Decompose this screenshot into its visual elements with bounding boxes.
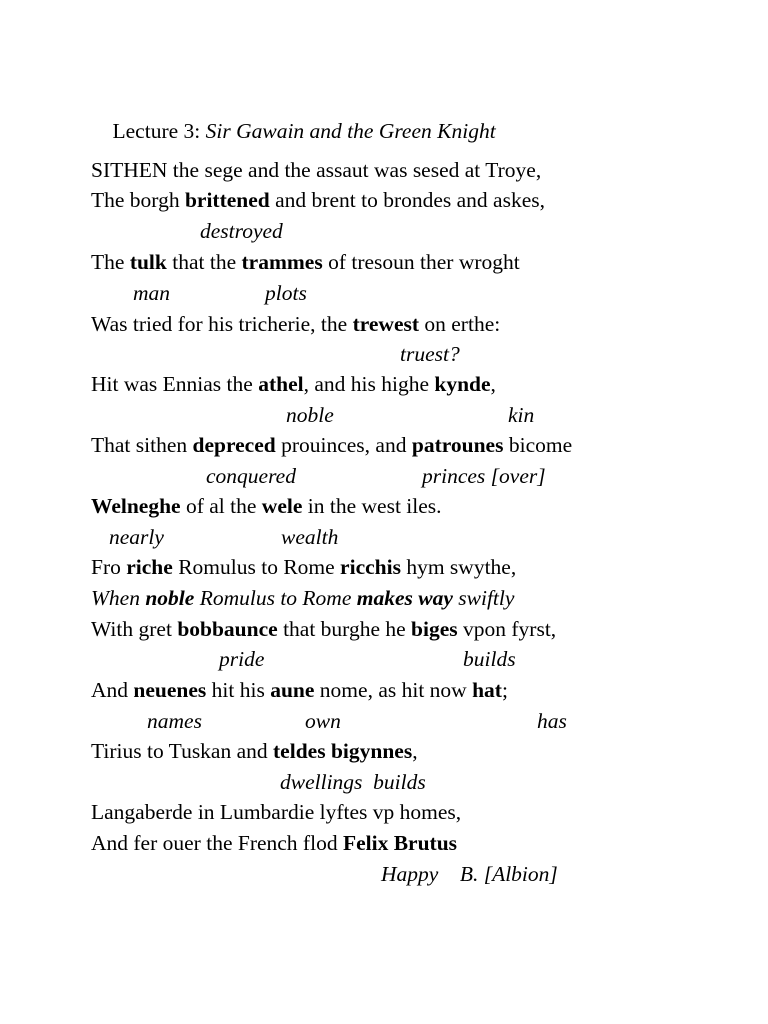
gloss-word	[463, 649, 516, 671]
glossed-word: bigynnes	[330, 739, 413, 763]
verse-line	[91, 374, 496, 396]
verse-text: , and his highe	[303, 372, 435, 396]
verse-line	[91, 833, 457, 855]
glossed-word: Felix Brutus	[342, 831, 458, 855]
glossed-word: noble	[145, 586, 195, 610]
verse-text: that the	[166, 250, 242, 274]
glossed-word: biges	[411, 617, 458, 641]
verse-text: vpon fyrst,	[457, 617, 557, 641]
glossed-word: neuenes	[133, 678, 207, 702]
italic-wrap	[194, 586, 356, 610]
verse-line	[91, 557, 516, 579]
gloss-text: noble	[286, 403, 334, 427]
italic-wrap	[453, 586, 515, 610]
verse-text: When	[91, 586, 146, 610]
glossed-word: patrounes	[411, 433, 504, 457]
glossed-word: teldes	[273, 739, 326, 763]
verse-text: SITHEN the sege and the assaut was sesed at Troye,	[91, 158, 542, 182]
glossed-word: Welneghe	[91, 494, 181, 518]
verse-text: that burghe he	[277, 617, 412, 641]
italic-wrap	[145, 586, 194, 610]
verse-text: of tresoun ther wroght	[322, 250, 520, 274]
verse-text: Was tried for his tricherie, the	[91, 312, 353, 336]
glossed-word: riche	[126, 555, 173, 579]
gloss-text: pride	[219, 647, 265, 671]
gloss-text: destroyed	[200, 219, 283, 243]
verse-text: ;	[501, 678, 508, 702]
verse-text: Fro	[91, 555, 127, 579]
glossed-word: trammes	[241, 250, 323, 274]
verse-text: prouinces, and	[275, 433, 412, 457]
verse-text: The	[91, 250, 130, 274]
verse-line	[91, 160, 541, 182]
glossed-word: makes way	[356, 586, 453, 610]
verse-text: nome, as hit now	[314, 678, 473, 702]
verse-line	[91, 496, 442, 518]
verse-line	[91, 680, 508, 702]
gloss-word	[109, 527, 164, 549]
verse-text: Langaberde in Lumbardie lyftes vp homes,	[91, 800, 462, 824]
verse-text: Romulus to Rome	[172, 555, 341, 579]
verse-text: on erthe:	[419, 312, 501, 336]
gloss-word	[508, 405, 534, 427]
verse-line	[91, 619, 556, 641]
verse-line	[91, 190, 545, 212]
gloss-word	[265, 283, 307, 305]
verse-line	[91, 741, 418, 763]
verse-line	[91, 252, 520, 274]
verse-text: of al the	[180, 494, 262, 518]
gloss-word	[147, 711, 202, 733]
gloss-word	[133, 283, 170, 305]
verse-text: ,	[412, 739, 418, 763]
gloss-text: builds	[463, 647, 516, 671]
glossed-word: depreced	[192, 433, 276, 457]
gloss-text: wealth	[281, 525, 339, 549]
verse-text: Hit was Ennias the	[91, 372, 259, 396]
gloss-text: own	[305, 709, 341, 733]
glossed-word: bobbaunce	[177, 617, 278, 641]
verse-line	[91, 802, 461, 824]
gloss-text: conquered	[206, 464, 296, 488]
glossed-word: wele	[261, 494, 303, 518]
verse-text: in the west iles.	[302, 494, 442, 518]
gloss-text: nearly	[109, 525, 164, 549]
verse-text: Romulus to Rome	[194, 586, 357, 610]
gloss-text: Happy B. [Albion]	[381, 862, 558, 886]
gloss-text: names	[147, 709, 202, 733]
glossed-word: brittened	[184, 188, 270, 212]
italic-wrap	[357, 586, 453, 610]
translation-line	[91, 588, 514, 610]
glossed-word: kynde	[434, 372, 491, 396]
gloss-text: truest?	[400, 342, 460, 366]
glossed-word: hat	[472, 678, 502, 702]
gloss-text: kin	[508, 403, 535, 427]
gloss-word	[305, 711, 341, 733]
gloss-word	[381, 864, 558, 886]
gloss-text: plots	[265, 281, 307, 305]
verse-text: hit his	[206, 678, 271, 702]
gloss-word	[206, 466, 296, 488]
gloss-text: man	[133, 281, 171, 305]
verse-text: And	[91, 678, 134, 702]
page-title	[91, 99, 496, 164]
verse-text: and brent to brondes and askes,	[269, 188, 545, 212]
gloss-text: dwellings builds	[280, 770, 426, 794]
gloss-word	[280, 772, 426, 794]
verse-text: And fer ouer the French flod	[91, 831, 343, 855]
verse-line	[91, 314, 500, 336]
verse-text: That sithen	[91, 433, 193, 457]
gloss-word	[422, 466, 546, 488]
glossed-word: tulk	[129, 250, 167, 274]
verse-text: The borgh	[91, 188, 185, 212]
verse-text: Tirius to Tuskan and	[91, 739, 274, 763]
gloss-word	[537, 711, 567, 733]
gloss-word	[281, 527, 338, 549]
gloss-word	[400, 344, 460, 366]
gloss-word	[286, 405, 334, 427]
verse-text: bicome	[503, 433, 573, 457]
glossed-word: ricchis	[340, 555, 401, 579]
glossed-word: athel	[258, 372, 304, 396]
gloss-text: has	[537, 709, 567, 733]
title-prefix: Lecture 3:	[112, 118, 206, 143]
verse-text: swiftly	[452, 586, 515, 610]
verse-text: ,	[490, 372, 496, 396]
glossed-word: trewest	[352, 312, 420, 336]
verse-text: hym swythe,	[400, 555, 517, 579]
glossed-word: aune	[270, 678, 315, 702]
verse-text: With gret	[91, 617, 178, 641]
gloss-word	[219, 649, 264, 671]
title-work: Sir Gawain and the Green Knight	[205, 118, 496, 143]
gloss-word	[200, 221, 283, 243]
verse-line	[91, 435, 572, 457]
gloss-text: princes [over]	[422, 464, 546, 488]
italic-wrap	[91, 586, 145, 610]
